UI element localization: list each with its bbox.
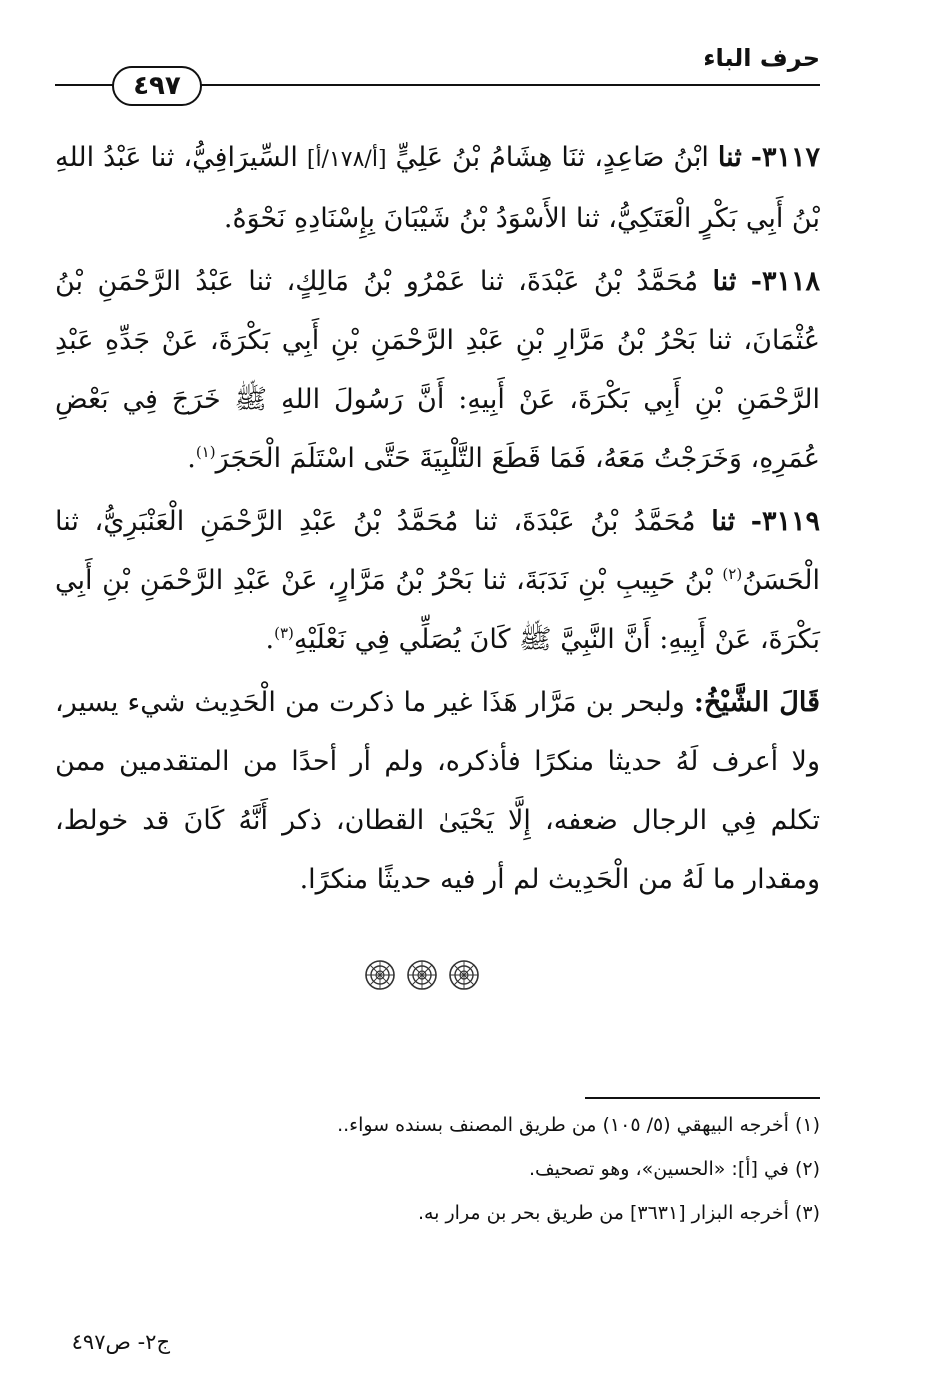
footnote-separator: [585, 1097, 820, 1099]
hadith-3118: [55, 252, 820, 488]
sheikh-note-keyword: قَالَ الشَّيْخُ:: [693, 687, 820, 718]
hadith-text: مُحَمَّدُ بْنُ عَبْدَةَ، ثنا مُحَمَّدُ بْنُ عَبْدِ الرَّحْمَنِ الْعَنْبَرِيُّ، ثنا الْحَسَنُ: [55, 506, 820, 596]
footnote-text: أخرجه البزار [٣٦٣١] من طريق بحر بن مرار به.: [417, 1202, 789, 1224]
hadith-text: ابْنُ صَاعِدٍ، ثنَا هِشَامُ بْنُ عَلِيٍّ: [395, 142, 709, 173]
footnote-number: (٢): [794, 1158, 820, 1180]
running-header-title: حرف الباء: [703, 44, 820, 72]
footnote-marker: (١): [195, 443, 216, 461]
footnote: [55, 1112, 820, 1138]
hadith-text: بْنُ حَبِيبِ بْنِ نَدَبَةَ، ثنا بَحْرُ بْنُ مَرَّارٍ، عَنْ عَبْدِ الرَّحْمَنِ بْنِ أَبِي بَكْرَةَ، عَنْ أَبِيهِ: أَنَّ النَّبِيَّ ﷺ كَانَ يُصَلِّي فِي نَعْلَيْهِ: [55, 565, 820, 655]
page-number-badge: [112, 66, 202, 106]
footnote-marker: (٣): [274, 624, 294, 642]
footnote-text: أخرجه البيهقي (٥/ ١٠٥) من طريق المصنف بسنده سواء..: [337, 1114, 789, 1136]
sheikh-note-text: ولبحر بن مَرَّار هَذَا غير ما ذكرت من الْحَدِيث شيء يسير، ولا أعرف لَهُ حديثا منكرًا فأذكره، ولم أر أحدًا من المتقدمين ممن تكلم فِي الرجال ضعفه، إِلَّا يَحْيَىٰ القطان، ذكر أَنَّهُ كَانَ قد خولط، ومقدار ما لَهُ من الْحَدِيث لم أر فيه حديثًا منكرًا.: [55, 687, 820, 895]
footnote-number: (١): [794, 1114, 820, 1136]
footnote-number: (٣): [794, 1202, 820, 1224]
hadith-number: ٣١١٧-: [750, 142, 820, 173]
footnote: [55, 1156, 820, 1182]
footnote-marker: (٢): [722, 565, 743, 583]
hadith-3119: [55, 492, 820, 669]
ornament-icon: [363, 958, 397, 992]
hadith-keyword: ثنا: [717, 142, 742, 173]
hadith-keyword: ثنا: [712, 266, 737, 297]
hadith-text: السِّيرَافِيُّ، ثنا عَبْدُ اللهِ بْنُ أَبِي بَكْرٍ الْعَتَكِيُّ، ثنا الأَسْوَدُ بْنُ شَيْبَانَ بِإِسْنَادِهِ نَحْوَهُ.: [55, 142, 820, 234]
hadith-end: .: [265, 624, 275, 655]
hadith-text: مُحَمَّدُ بْنُ عَبْدَةَ، ثنا عَمْرُو بْنُ مَالِكٍ، ثنا عَبْدُ الرَّحْمَنِ بْنُ عُثْمَانَ، ثنا بَحْرُ بْنُ مَرَّارِ بْنِ عَبْدِ الرَّحْمَنِ بْنِ أَبِي بَكْرَةَ، عَنْ جَدِّهِ عَبْدِ الرَّحْمَنِ بْنِ أَبِي بَكْرَةَ، عَنْ أَبِيهِ: أَنَّ رَسُولَ اللهِ ﷺ خَرَجَ فِي بَعْضِ عُمَرِهِ، وَخَرَجْتُ مَعَهُ، فَمَا قَطَعَ التَّلْبِيَةَ حَتَّى اسْتَلَمَ الْحَجَرَ: [55, 266, 820, 474]
hadith-3117: [55, 128, 820, 248]
footnotes: [55, 1112, 820, 1244]
hadith-end: .: [187, 443, 196, 474]
volume-page-footer: ج٢- ص٤٩٧: [71, 1330, 170, 1354]
ornament-icon: [405, 958, 439, 992]
manuscript-ref: [أ/١٧٨/أ]: [306, 147, 387, 172]
section-ornament: [362, 958, 482, 994]
sheikh-note: [55, 673, 820, 909]
hadith-number: ٣١١٩-: [750, 506, 820, 537]
ornament-icon: [447, 958, 481, 992]
hadith-number: ٣١١٨-: [750, 266, 820, 297]
footnote: [55, 1200, 820, 1226]
footnote-text: في [أ]: «الحسين»، وهو تصحيف.: [528, 1158, 789, 1180]
hadith-keyword: ثنا: [711, 506, 736, 537]
page-number: ٤٩٧: [133, 71, 181, 101]
main-text: [55, 128, 820, 913]
